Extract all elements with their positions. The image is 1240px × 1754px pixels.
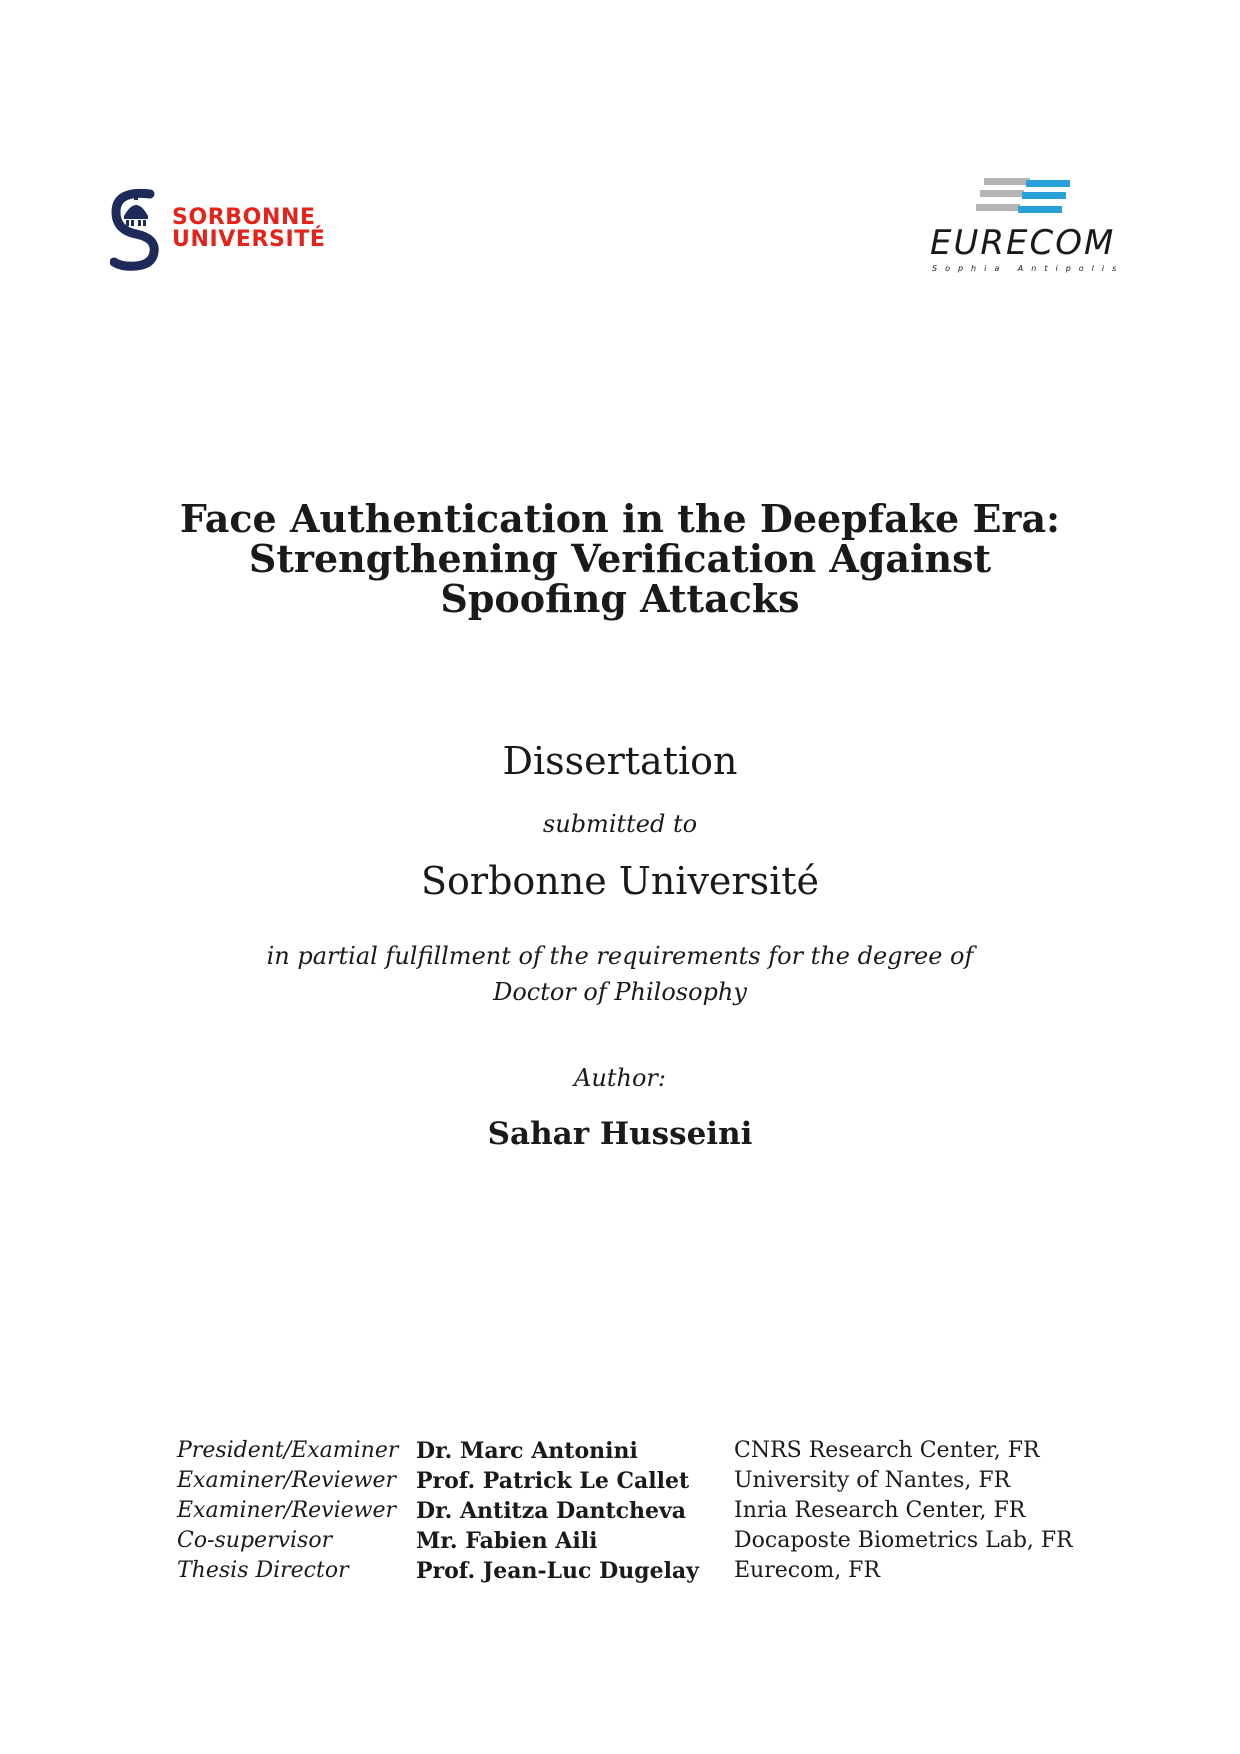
committee-institution: CNRS Research Center, FR [734, 1438, 1040, 1463]
committee-member-name: Dr. Antitza Dantcheva [416, 1498, 687, 1524]
sorbonne-logo-line1: SORBONNE [172, 205, 316, 230]
degree-requirement [0, 938, 1240, 1010]
committee-role: Thesis Director [177, 1558, 349, 1583]
document-type: Dissertation [502, 739, 738, 783]
committee-institution: Inria Research Center, FR [734, 1498, 1026, 1523]
committee-institution: Docaposte Biometrics Lab, FR [734, 1528, 1073, 1553]
committee-member-name: Prof. Jean-Luc Dugelay [416, 1558, 699, 1584]
committee-member-name: Prof. Patrick Le Callet [416, 1468, 690, 1494]
eurecom-logo-name: EURECOM [930, 223, 1116, 263]
author-label: Author: [574, 1064, 666, 1092]
thesis-title-line1: Face Authentication in the Deepfake Era: [179, 496, 1061, 541]
eurecom-stripes-icon [976, 176, 1072, 218]
author-name: Sahar Husseini [487, 1116, 753, 1152]
thesis-title-line2: Strengthening Verification Against [248, 536, 992, 581]
committee-member-name: Dr. Marc Antonini [416, 1438, 638, 1464]
committee-row [177, 1526, 1097, 1556]
submitted-to-label: submitted to [542, 810, 698, 838]
committee-institution: Eurecom, FR [734, 1558, 881, 1583]
sorbonne-emblem-icon [110, 186, 162, 272]
university-name: Sorbonne Université [421, 859, 819, 903]
committee-table [177, 1436, 1097, 1586]
committee-row [177, 1556, 1097, 1586]
committee-role: Examiner/Reviewer [177, 1498, 397, 1523]
committee-row [177, 1496, 1097, 1526]
sorbonne-logo-line2: UNIVERSITÉ [172, 227, 326, 252]
committee-role: Co-supervisor [177, 1528, 333, 1553]
degree-requirement-line1: in partial fulfillment of the requirements for the degree of [266, 942, 974, 970]
eurecom-logo-subtitle: Sophia Antipolis [932, 264, 1125, 273]
degree-requirement-line2: Doctor of Philosophy [493, 978, 747, 1006]
thesis-title [0, 496, 1240, 621]
committee-row [177, 1436, 1097, 1466]
committee-institution: University of Nantes, FR [734, 1468, 1011, 1493]
committee-row [177, 1466, 1097, 1496]
committee-role: President/Examiner [177, 1438, 399, 1463]
committee-role: Examiner/Reviewer [177, 1468, 397, 1493]
committee-member-name: Mr. Fabien Aili [416, 1528, 598, 1554]
thesis-title-line3: Spoofing Attacks [440, 576, 800, 621]
